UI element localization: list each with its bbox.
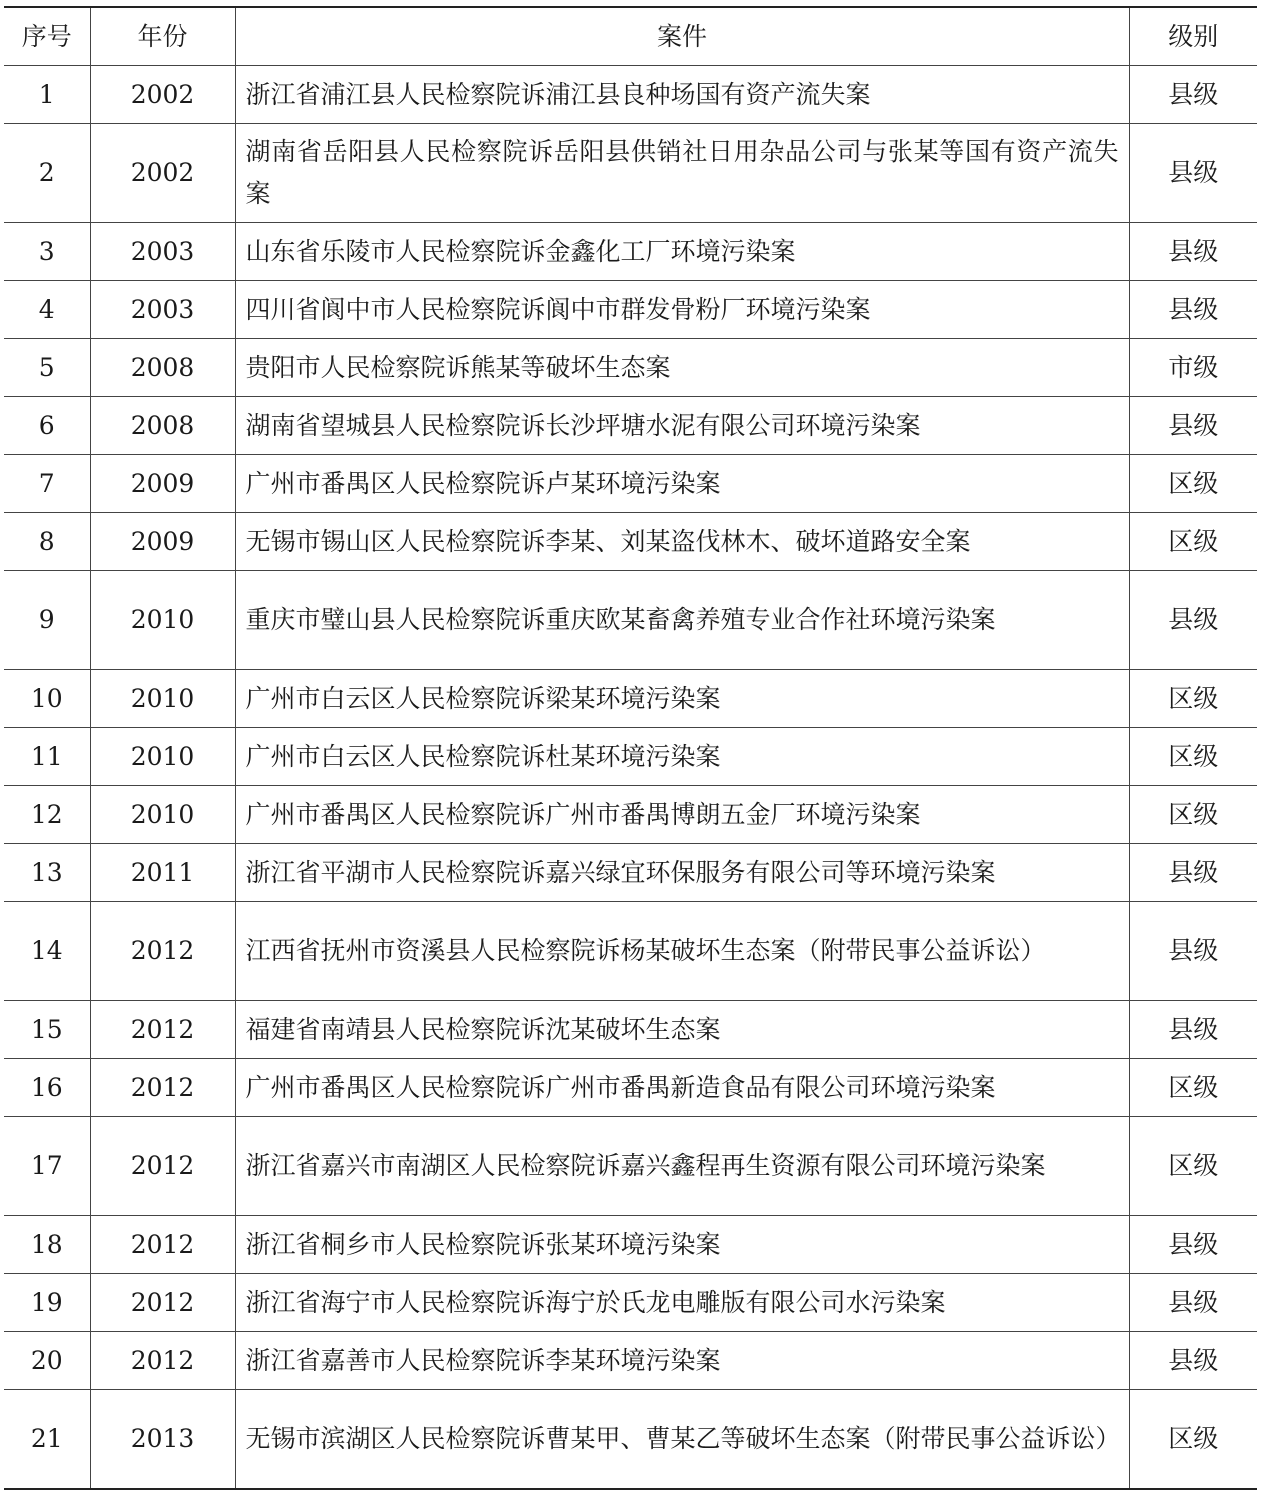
cell-num: 12 bbox=[4, 786, 90, 844]
table-row bbox=[4, 844, 1257, 902]
cell-level: 区级 bbox=[1129, 786, 1257, 844]
cell-case: 重庆市璧山县人民检察院诉重庆欧某畜禽养殖专业合作社环境污染案 bbox=[235, 571, 1129, 670]
cell-case: 广州市白云区人民检察院诉杜某环境污染案 bbox=[235, 728, 1129, 786]
cell-case: 浙江省嘉善市人民检察院诉李某环境污染案 bbox=[235, 1332, 1129, 1390]
cell-num: 8 bbox=[4, 513, 90, 571]
cell-case: 浙江省海宁市人民检察院诉海宁於氏龙电雕版有限公司水污染案 bbox=[235, 1274, 1129, 1332]
cell-num: 13 bbox=[4, 844, 90, 902]
cell-case: 广州市番禺区人民检察院诉广州市番禺新造食品有限公司环境污染案 bbox=[235, 1059, 1129, 1117]
cell-year: 2010 bbox=[90, 571, 235, 670]
cell-level: 区级 bbox=[1129, 1117, 1257, 1216]
cell-case: 广州市番禺区人民检察院诉广州市番禺博朗五金厂环境污染案 bbox=[235, 786, 1129, 844]
cell-case: 湖南省望城县人民检察院诉长沙坪塘水泥有限公司环境污染案 bbox=[235, 397, 1129, 455]
table-row bbox=[4, 66, 1257, 124]
table-row bbox=[4, 1216, 1257, 1274]
cell-num: 17 bbox=[4, 1117, 90, 1216]
cell-year: 2002 bbox=[90, 66, 235, 124]
cell-num: 10 bbox=[4, 670, 90, 728]
cell-year: 2009 bbox=[90, 513, 235, 571]
cell-level: 区级 bbox=[1129, 1390, 1257, 1490]
cell-case: 无锡市锡山区人民检察院诉李某、刘某盗伐林木、破坏道路安全案 bbox=[235, 513, 1129, 571]
cell-year: 2010 bbox=[90, 786, 235, 844]
cell-num: 2 bbox=[4, 124, 90, 223]
cell-case: 浙江省桐乡市人民检察院诉张某环境污染案 bbox=[235, 1216, 1129, 1274]
table-row bbox=[4, 902, 1257, 1001]
cell-case: 湖南省岳阳县人民检察院诉岳阳县供销社日用杂品公司与张某等国有资产流失案 bbox=[235, 124, 1129, 223]
cell-year: 2003 bbox=[90, 223, 235, 281]
cell-year: 2012 bbox=[90, 1332, 235, 1390]
cell-case: 广州市白云区人民检察院诉梁某环境污染案 bbox=[235, 670, 1129, 728]
cell-year: 2010 bbox=[90, 670, 235, 728]
header-year: 年份 bbox=[90, 7, 235, 66]
table-row bbox=[4, 1059, 1257, 1117]
header-case: 案件 bbox=[235, 7, 1129, 66]
cell-level: 区级 bbox=[1129, 670, 1257, 728]
cell-case: 福建省南靖县人民检察院诉沈某破坏生态案 bbox=[235, 1001, 1129, 1059]
cell-level: 县级 bbox=[1129, 1216, 1257, 1274]
cell-level: 县级 bbox=[1129, 1001, 1257, 1059]
table-row bbox=[4, 223, 1257, 281]
cell-year: 2012 bbox=[90, 1117, 235, 1216]
cell-level: 县级 bbox=[1129, 1274, 1257, 1332]
cell-year: 2008 bbox=[90, 339, 235, 397]
cell-num: 4 bbox=[4, 281, 90, 339]
cell-num: 15 bbox=[4, 1001, 90, 1059]
cell-year: 2003 bbox=[90, 281, 235, 339]
table-row bbox=[4, 397, 1257, 455]
cell-num: 5 bbox=[4, 339, 90, 397]
cell-num: 19 bbox=[4, 1274, 90, 1332]
cell-case: 浙江省浦江县人民检察院诉浦江县良种场国有资产流失案 bbox=[235, 66, 1129, 124]
table-row bbox=[4, 670, 1257, 728]
cell-num: 1 bbox=[4, 66, 90, 124]
table-row bbox=[4, 1332, 1257, 1390]
cell-case: 广州市番禺区人民检察院诉卢某环境污染案 bbox=[235, 455, 1129, 513]
table-row bbox=[4, 1274, 1257, 1332]
header-level: 级别 bbox=[1129, 7, 1257, 66]
cell-year: 2012 bbox=[90, 1216, 235, 1274]
table-row bbox=[4, 513, 1257, 571]
table-row bbox=[4, 728, 1257, 786]
cases-table bbox=[4, 6, 1257, 1490]
cell-year: 2013 bbox=[90, 1390, 235, 1490]
cell-level: 市级 bbox=[1129, 339, 1257, 397]
table-row bbox=[4, 124, 1257, 223]
table-row bbox=[4, 571, 1257, 670]
cell-level: 县级 bbox=[1129, 223, 1257, 281]
cell-year: 2009 bbox=[90, 455, 235, 513]
table-row bbox=[4, 1390, 1257, 1490]
cell-level: 区级 bbox=[1129, 1059, 1257, 1117]
table-row bbox=[4, 1117, 1257, 1216]
cell-num: 3 bbox=[4, 223, 90, 281]
cell-case: 四川省阆中市人民检察院诉阆中市群发骨粉厂环境污染案 bbox=[235, 281, 1129, 339]
table-row bbox=[4, 339, 1257, 397]
cell-case: 江西省抚州市资溪县人民检察院诉杨某破坏生态案（附带民事公益诉讼） bbox=[235, 902, 1129, 1001]
cell-year: 2012 bbox=[90, 1274, 235, 1332]
cell-case: 浙江省嘉兴市南湖区人民检察院诉嘉兴鑫程再生资源有限公司环境污染案 bbox=[235, 1117, 1129, 1216]
cell-num: 16 bbox=[4, 1059, 90, 1117]
cell-level: 县级 bbox=[1129, 66, 1257, 124]
cell-year: 2012 bbox=[90, 1001, 235, 1059]
table-row bbox=[4, 786, 1257, 844]
cell-case: 浙江省平湖市人民检察院诉嘉兴绿宜环保服务有限公司等环境污染案 bbox=[235, 844, 1129, 902]
cell-level: 县级 bbox=[1129, 124, 1257, 223]
cell-num: 14 bbox=[4, 902, 90, 1001]
cell-year: 2010 bbox=[90, 728, 235, 786]
cell-case: 山东省乐陵市人民检察院诉金鑫化工厂环境污染案 bbox=[235, 223, 1129, 281]
cell-level: 县级 bbox=[1129, 844, 1257, 902]
cell-case: 贵阳市人民检察院诉熊某等破坏生态案 bbox=[235, 339, 1129, 397]
cell-year: 2002 bbox=[90, 124, 235, 223]
cell-num: 21 bbox=[4, 1390, 90, 1490]
cell-year: 2011 bbox=[90, 844, 235, 902]
cell-num: 18 bbox=[4, 1216, 90, 1274]
cell-level: 县级 bbox=[1129, 397, 1257, 455]
table-row bbox=[4, 1001, 1257, 1059]
cell-num: 7 bbox=[4, 455, 90, 513]
cell-level: 区级 bbox=[1129, 728, 1257, 786]
cell-num: 11 bbox=[4, 728, 90, 786]
header-row bbox=[4, 7, 1257, 66]
cell-num: 6 bbox=[4, 397, 90, 455]
header-num: 序号 bbox=[4, 7, 90, 66]
table-row bbox=[4, 455, 1257, 513]
cell-year: 2008 bbox=[90, 397, 235, 455]
cell-level: 区级 bbox=[1129, 455, 1257, 513]
cell-level: 县级 bbox=[1129, 281, 1257, 339]
table-row bbox=[4, 281, 1257, 339]
cell-level: 县级 bbox=[1129, 1332, 1257, 1390]
cell-level: 区级 bbox=[1129, 513, 1257, 571]
cell-year: 2012 bbox=[90, 902, 235, 1001]
cell-num: 20 bbox=[4, 1332, 90, 1390]
cell-num: 9 bbox=[4, 571, 90, 670]
cell-level: 县级 bbox=[1129, 571, 1257, 670]
cell-level: 县级 bbox=[1129, 902, 1257, 1001]
cell-year: 2012 bbox=[90, 1059, 235, 1117]
cell-case: 无锡市滨湖区人民检察院诉曹某甲、曹某乙等破坏生态案（附带民事公益诉讼） bbox=[235, 1390, 1129, 1490]
